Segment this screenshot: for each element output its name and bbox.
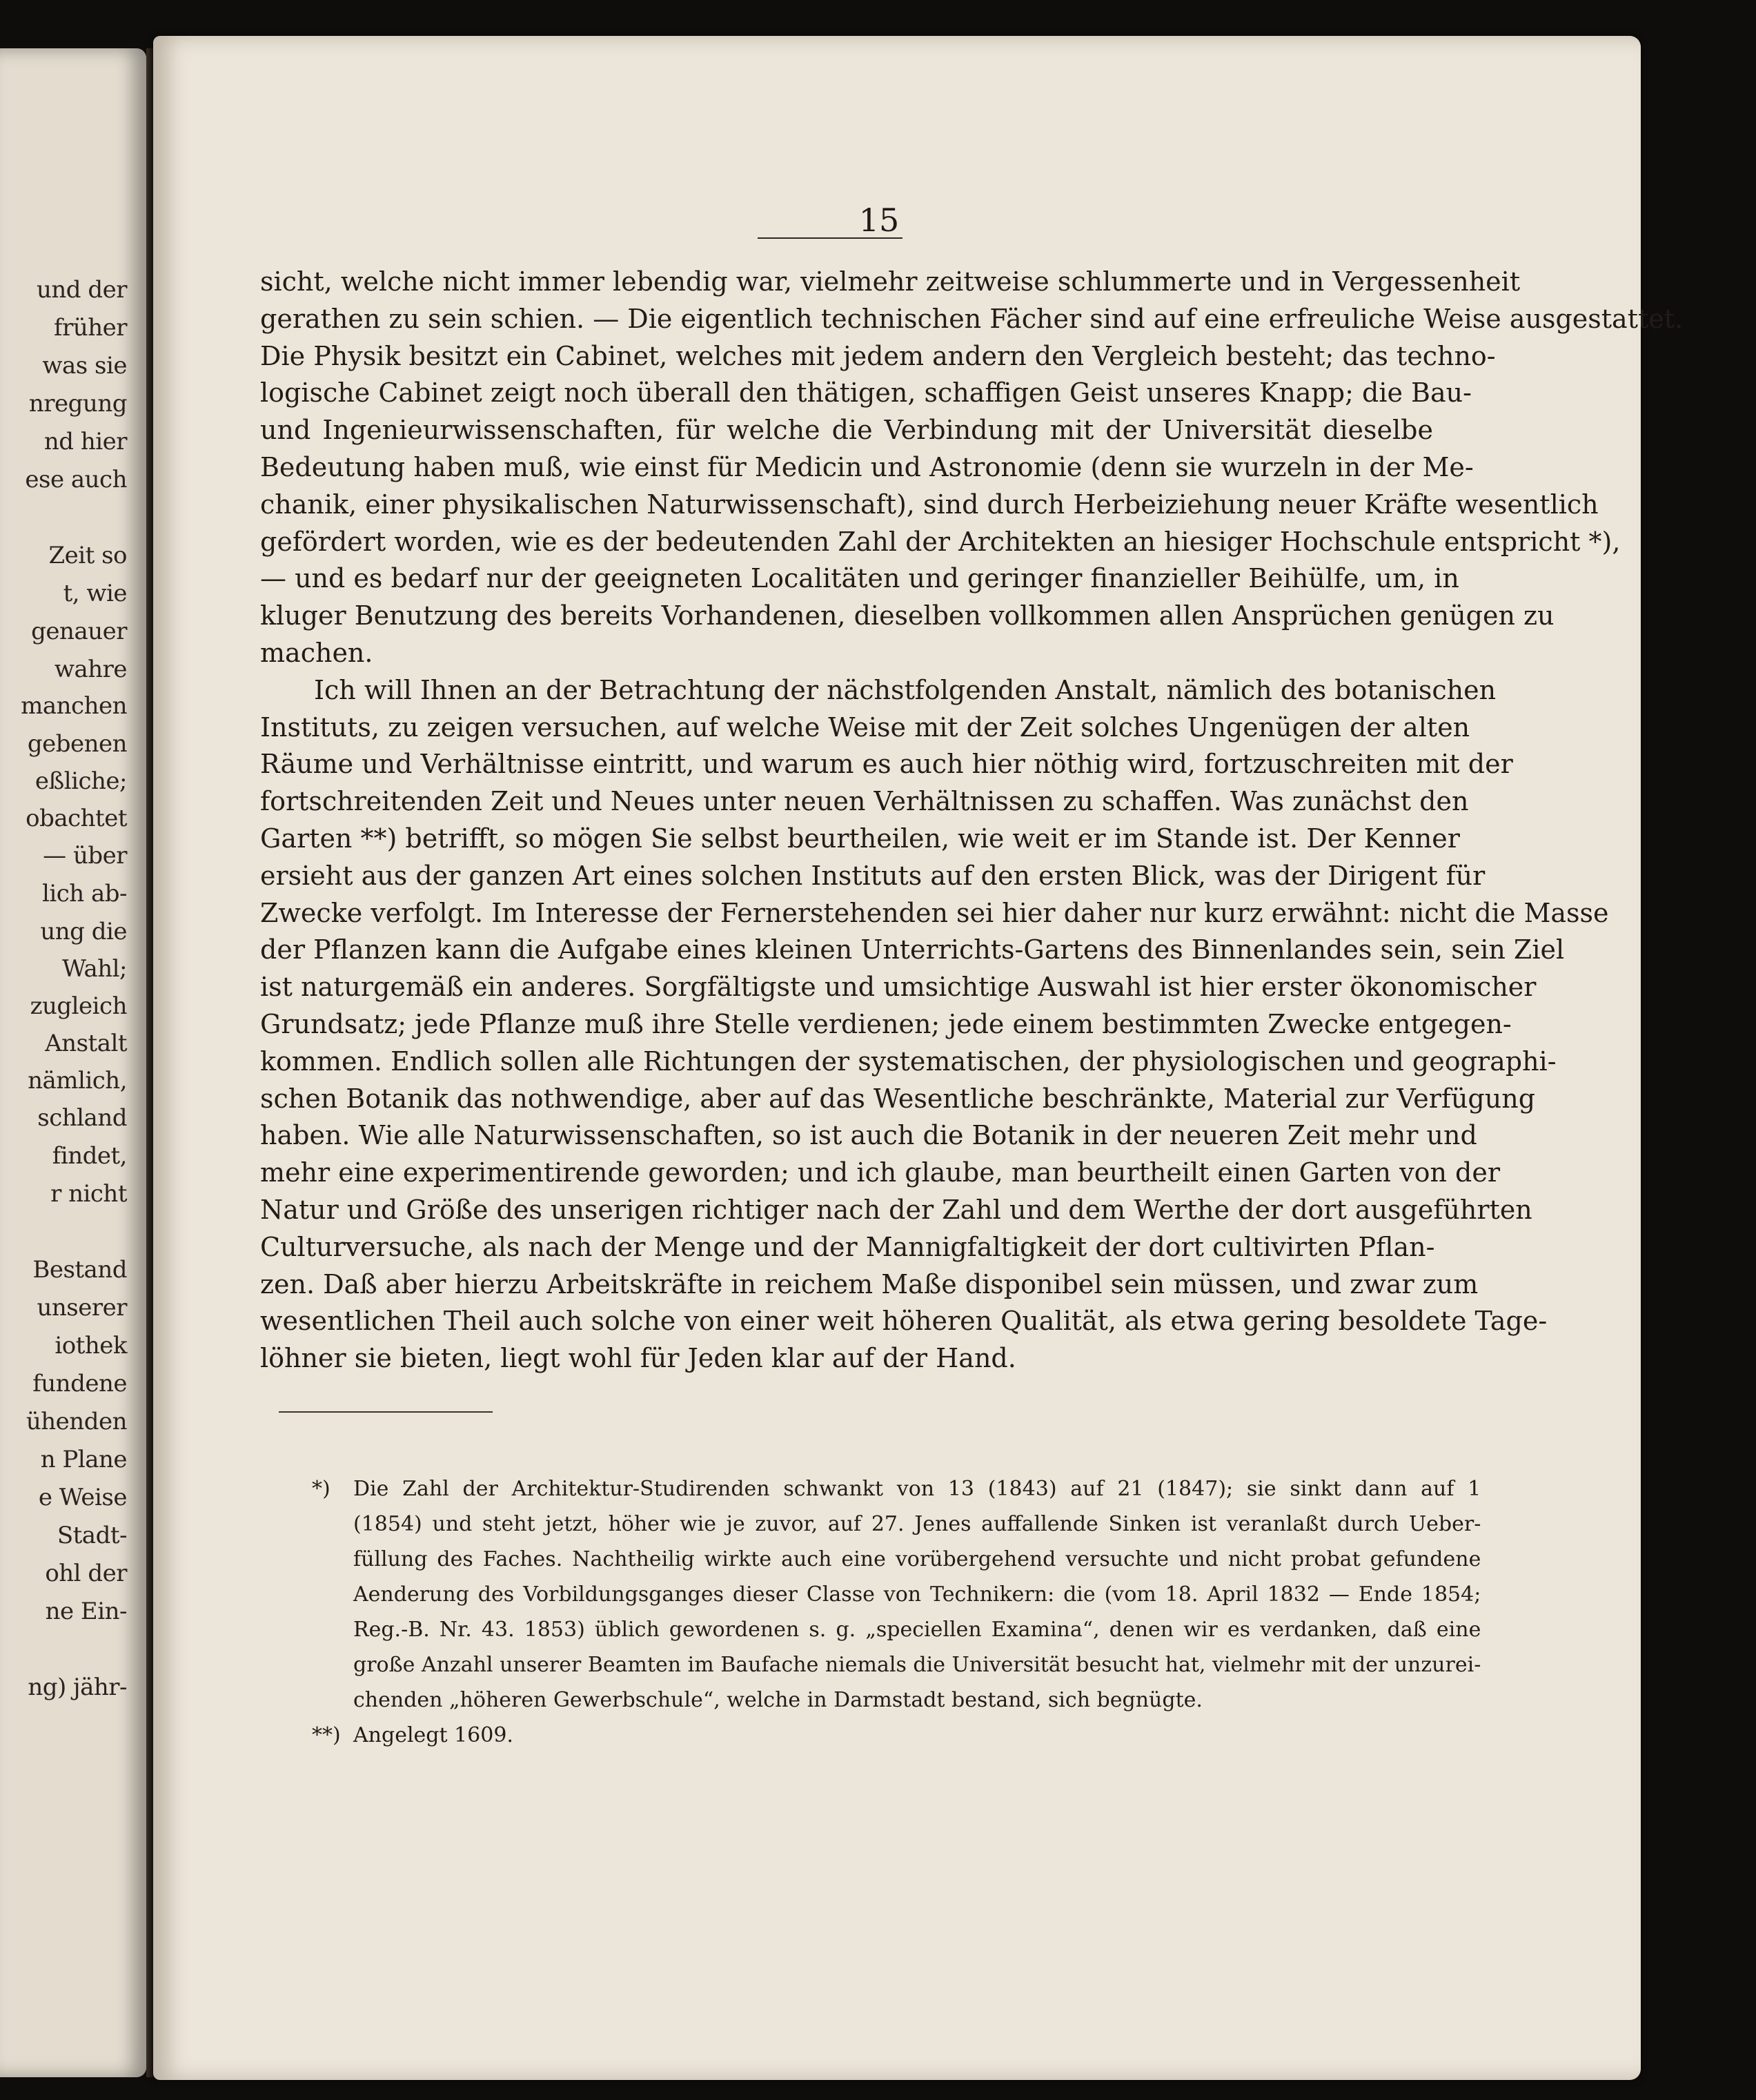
- facing-page-line: ohl der: [45, 1560, 127, 1587]
- text-line: Natur und Größe des unserigen richtiger nach der Zahl und dem Werthe der dort ausgeführten: [260, 1194, 1532, 1225]
- facing-page-line: e Weise: [38, 1484, 127, 1511]
- facing-page-line: ühenden: [26, 1408, 127, 1435]
- text-line: Culturversuche, als nach der Menge und der Mannigfaltigkeit der dort cultivirten Pflan-: [260, 1231, 1435, 1262]
- footnote-line: große Anzahl unserer Beamten im Baufache niemals die Universität besucht hat, vielmehr mit der unzurei-: [353, 1653, 1481, 1677]
- text-line: wesentlichen Theil auch solche von einer weit höheren Qualität, als etwa gering besoldete Tage-: [260, 1306, 1548, 1337]
- facing-page-line: ung die: [40, 918, 127, 945]
- text-line: Bedeutung haben muß, wie einst für Medicin und Astronomie (denn sie wurzeln in der Me-: [260, 451, 1474, 482]
- facing-page-line: lich ab-: [41, 880, 127, 907]
- facing-page-line: obachtet: [26, 805, 127, 832]
- footnote-marker: **): [312, 1723, 341, 1747]
- text-line: machen.: [260, 637, 373, 668]
- footnote-line: chenden „höheren Gewerbschule“, welche in Darmstadt bestand, sich begnügte.: [353, 1688, 1203, 1712]
- facing-page-line: und der: [36, 276, 127, 304]
- footnote-line: Die Zahl der Architektur-Studirenden schwankt von 13 (1843) auf 21 (1847); sie sinkt dann auf 1: [353, 1477, 1481, 1501]
- facing-page-line: was sie: [42, 352, 127, 380]
- main-text: [260, 264, 1684, 1377]
- text-line: schen Botanik das nothwendige, aber auf das Wesentliche beschränkte, Material zur Verfügung: [260, 1083, 1536, 1114]
- text-line: sicht, welche nicht immer lebendig war, vielmehr zeitweise schlummerte und in Vergessenheit: [260, 266, 1521, 297]
- text-line: und Ingenieurwissenschaften, für welche die Verbindung mit der Universität dieselbe: [260, 415, 1433, 446]
- facing-page-line: früher: [53, 314, 127, 342]
- facing-page-line: Zeit so: [48, 542, 127, 569]
- page-number: 15: [858, 202, 900, 239]
- facing-page-line: schland: [37, 1104, 127, 1132]
- facing-page-fragment: [0, 48, 146, 2077]
- book-page: [153, 36, 1684, 2080]
- text-line: ersieht aus der ganzen Art eines solchen Instituts auf den ersten Blick, was der Dirigent für: [260, 860, 1486, 891]
- facing-page-line: n Plane: [40, 1446, 127, 1473]
- facing-page-line: Wahl;: [62, 955, 127, 983]
- facing-page-line: wahre: [54, 656, 127, 683]
- text-line: kluger Benutzung des bereits Vorhandenen, dieselben vollkommen allen Ansprüchen genügen zu: [260, 600, 1555, 631]
- facing-page-line: nämlich,: [28, 1067, 127, 1095]
- facing-page-line: iothek: [55, 1332, 127, 1360]
- text-line: fortschreitenden Zeit und Neues unter neuen Verhältnissen zu schaffen. Was zunächst den: [260, 786, 1469, 817]
- facing-page-line: ese auch: [25, 466, 127, 493]
- header-rule: [758, 237, 902, 239]
- facing-page-line: manchen: [21, 692, 127, 720]
- text-line: kommen. Endlich sollen alle Richtungen der systematischen, der physiologischen und geographi-: [260, 1046, 1557, 1077]
- text-line: zen. Daß aber hierzu Arbeitskräfte in reichem Maße disponibel sein müssen, und zwar zum: [260, 1268, 1479, 1299]
- text-line: Ich will Ihnen an der Betrachtung der nächstfolgenden Anstalt, nämlich des botanischen: [314, 674, 1497, 705]
- footnote-line: Reg.-B. Nr. 43. 1853) üblich gewordenen s. g. „speciellen Examina“, denen wir es verdanken, daß eine: [353, 1618, 1481, 1642]
- text-line: Die Physik besitzt ein Cabinet, welches mit jedem andern den Vergleich besteht; das techno-: [260, 340, 1496, 371]
- text-line: gerathen zu sein schien. — Die eigentlich technischen Fächer sind auf eine erfreuliche Weise ausgestattet.: [260, 303, 1684, 334]
- facing-page-line: nregung: [28, 390, 127, 418]
- facing-page-line: genauer: [31, 618, 127, 645]
- text-line: löhner sie bieten, liegt wohl für Jeden klar auf der Hand.: [260, 1343, 1016, 1374]
- text-line: — und es bedarf nur der geeigneten Localitäten und geringer finanzieller Beihülfe, um, in: [260, 563, 1459, 594]
- facing-page-line: ng) jähr-: [28, 1674, 127, 1701]
- text-line: logische Cabinet zeigt noch überall den thätigen, schaffigen Geist unseres Knapp; die Bau-: [260, 377, 1472, 409]
- footnote-line: füllung des Faches. Nachtheilig wirkte auch eine vorübergehend versuchte und nicht probat gefundene: [353, 1547, 1481, 1571]
- facing-page-line: r nicht: [50, 1180, 127, 1208]
- facing-page-line: Anstalt: [45, 1030, 127, 1057]
- text-line: Zwecke verfolgt. Im Interesse der Fernerstehenden sei hier daher nur kurz erwähnt: nicht die Masse: [260, 897, 1609, 928]
- footnote-marker: *): [312, 1477, 331, 1501]
- footnote-line: Angelegt 1609.: [353, 1723, 513, 1747]
- facing-page-line: gebenen: [27, 730, 127, 758]
- footnote: [312, 1471, 1481, 1718]
- text-line: mehr eine experimentirende geworden; und ich glaube, man beurtheilt einen Garten von der: [260, 1157, 1500, 1188]
- footnote: [312, 1718, 1433, 1753]
- text-line: Grundsatz; jede Pflanze muß ihre Stelle verdienen; jede einem bestimmten Zwecke entgegen-: [260, 1008, 1512, 1039]
- text-line: gefördert worden, wie es der bedeutenden Zahl der Architekten an hiesiger Hochschule entspricht *),: [260, 526, 1621, 557]
- text-line: Instituts, zu zeigen versuchen, auf welche Weise mit der Zeit solches Ungenügen der alten: [260, 712, 1470, 743]
- text-line: ist naturgemäß ein anderes. Sorgfältigste und umsichtige Auswahl ist hier erster ökonomischer: [260, 972, 1537, 1003]
- footnotes: [312, 1471, 1481, 1753]
- footnote-line: (1854) und steht jetzt, höher wie je zuvor, auf 27. Jenes auffallende Sinken ist veranlaßt durch Ueber-: [353, 1512, 1481, 1536]
- facing-page-line: Stadt-: [57, 1522, 127, 1549]
- facing-page-line: findet,: [52, 1142, 127, 1170]
- text-line: chanik, einer physikalischen Naturwissenschaft), sind durch Herbeiziehung neuer Kräfte wesentlich: [260, 489, 1599, 520]
- text-line: Garten **) betrifft, so mögen Sie selbst beurtheilen, wie weit er im Stande ist. Der Kenner: [260, 823, 1460, 854]
- facing-page-line: t, wie: [63, 580, 127, 607]
- facing-page-line: — über: [43, 842, 127, 870]
- footnote-rule: [279, 1411, 493, 1413]
- facing-page-line: eßliche;: [34, 767, 127, 795]
- facing-page-line: fundene: [32, 1370, 127, 1397]
- facing-page-line: unserer: [37, 1294, 127, 1322]
- facing-page-line: zugleich: [30, 992, 127, 1020]
- footnote-line: Aenderung des Vorbildungsganges dieser Classe von Technikern: die (vom 18. April 1832 — Ende 1854;: [353, 1582, 1481, 1607]
- facing-page-line: nd hier: [43, 428, 127, 455]
- facing-page-line: Bestand: [32, 1256, 127, 1284]
- text-line: Räume und Verhältnisse eintritt, und warum es auch hier nöthig wird, fortzuschreiten mit der: [260, 749, 1513, 780]
- text-line: der Pflanzen kann die Aufgabe eines kleinen Unterrichts-Gartens des Binnenlandes sein, sein Ziel: [260, 934, 1565, 965]
- text-line: haben. Wie alle Naturwissenschaften, so ist auch die Botanik in der neueren Zeit mehr und: [260, 1120, 1477, 1151]
- facing-page-line: ne Ein-: [45, 1598, 127, 1625]
